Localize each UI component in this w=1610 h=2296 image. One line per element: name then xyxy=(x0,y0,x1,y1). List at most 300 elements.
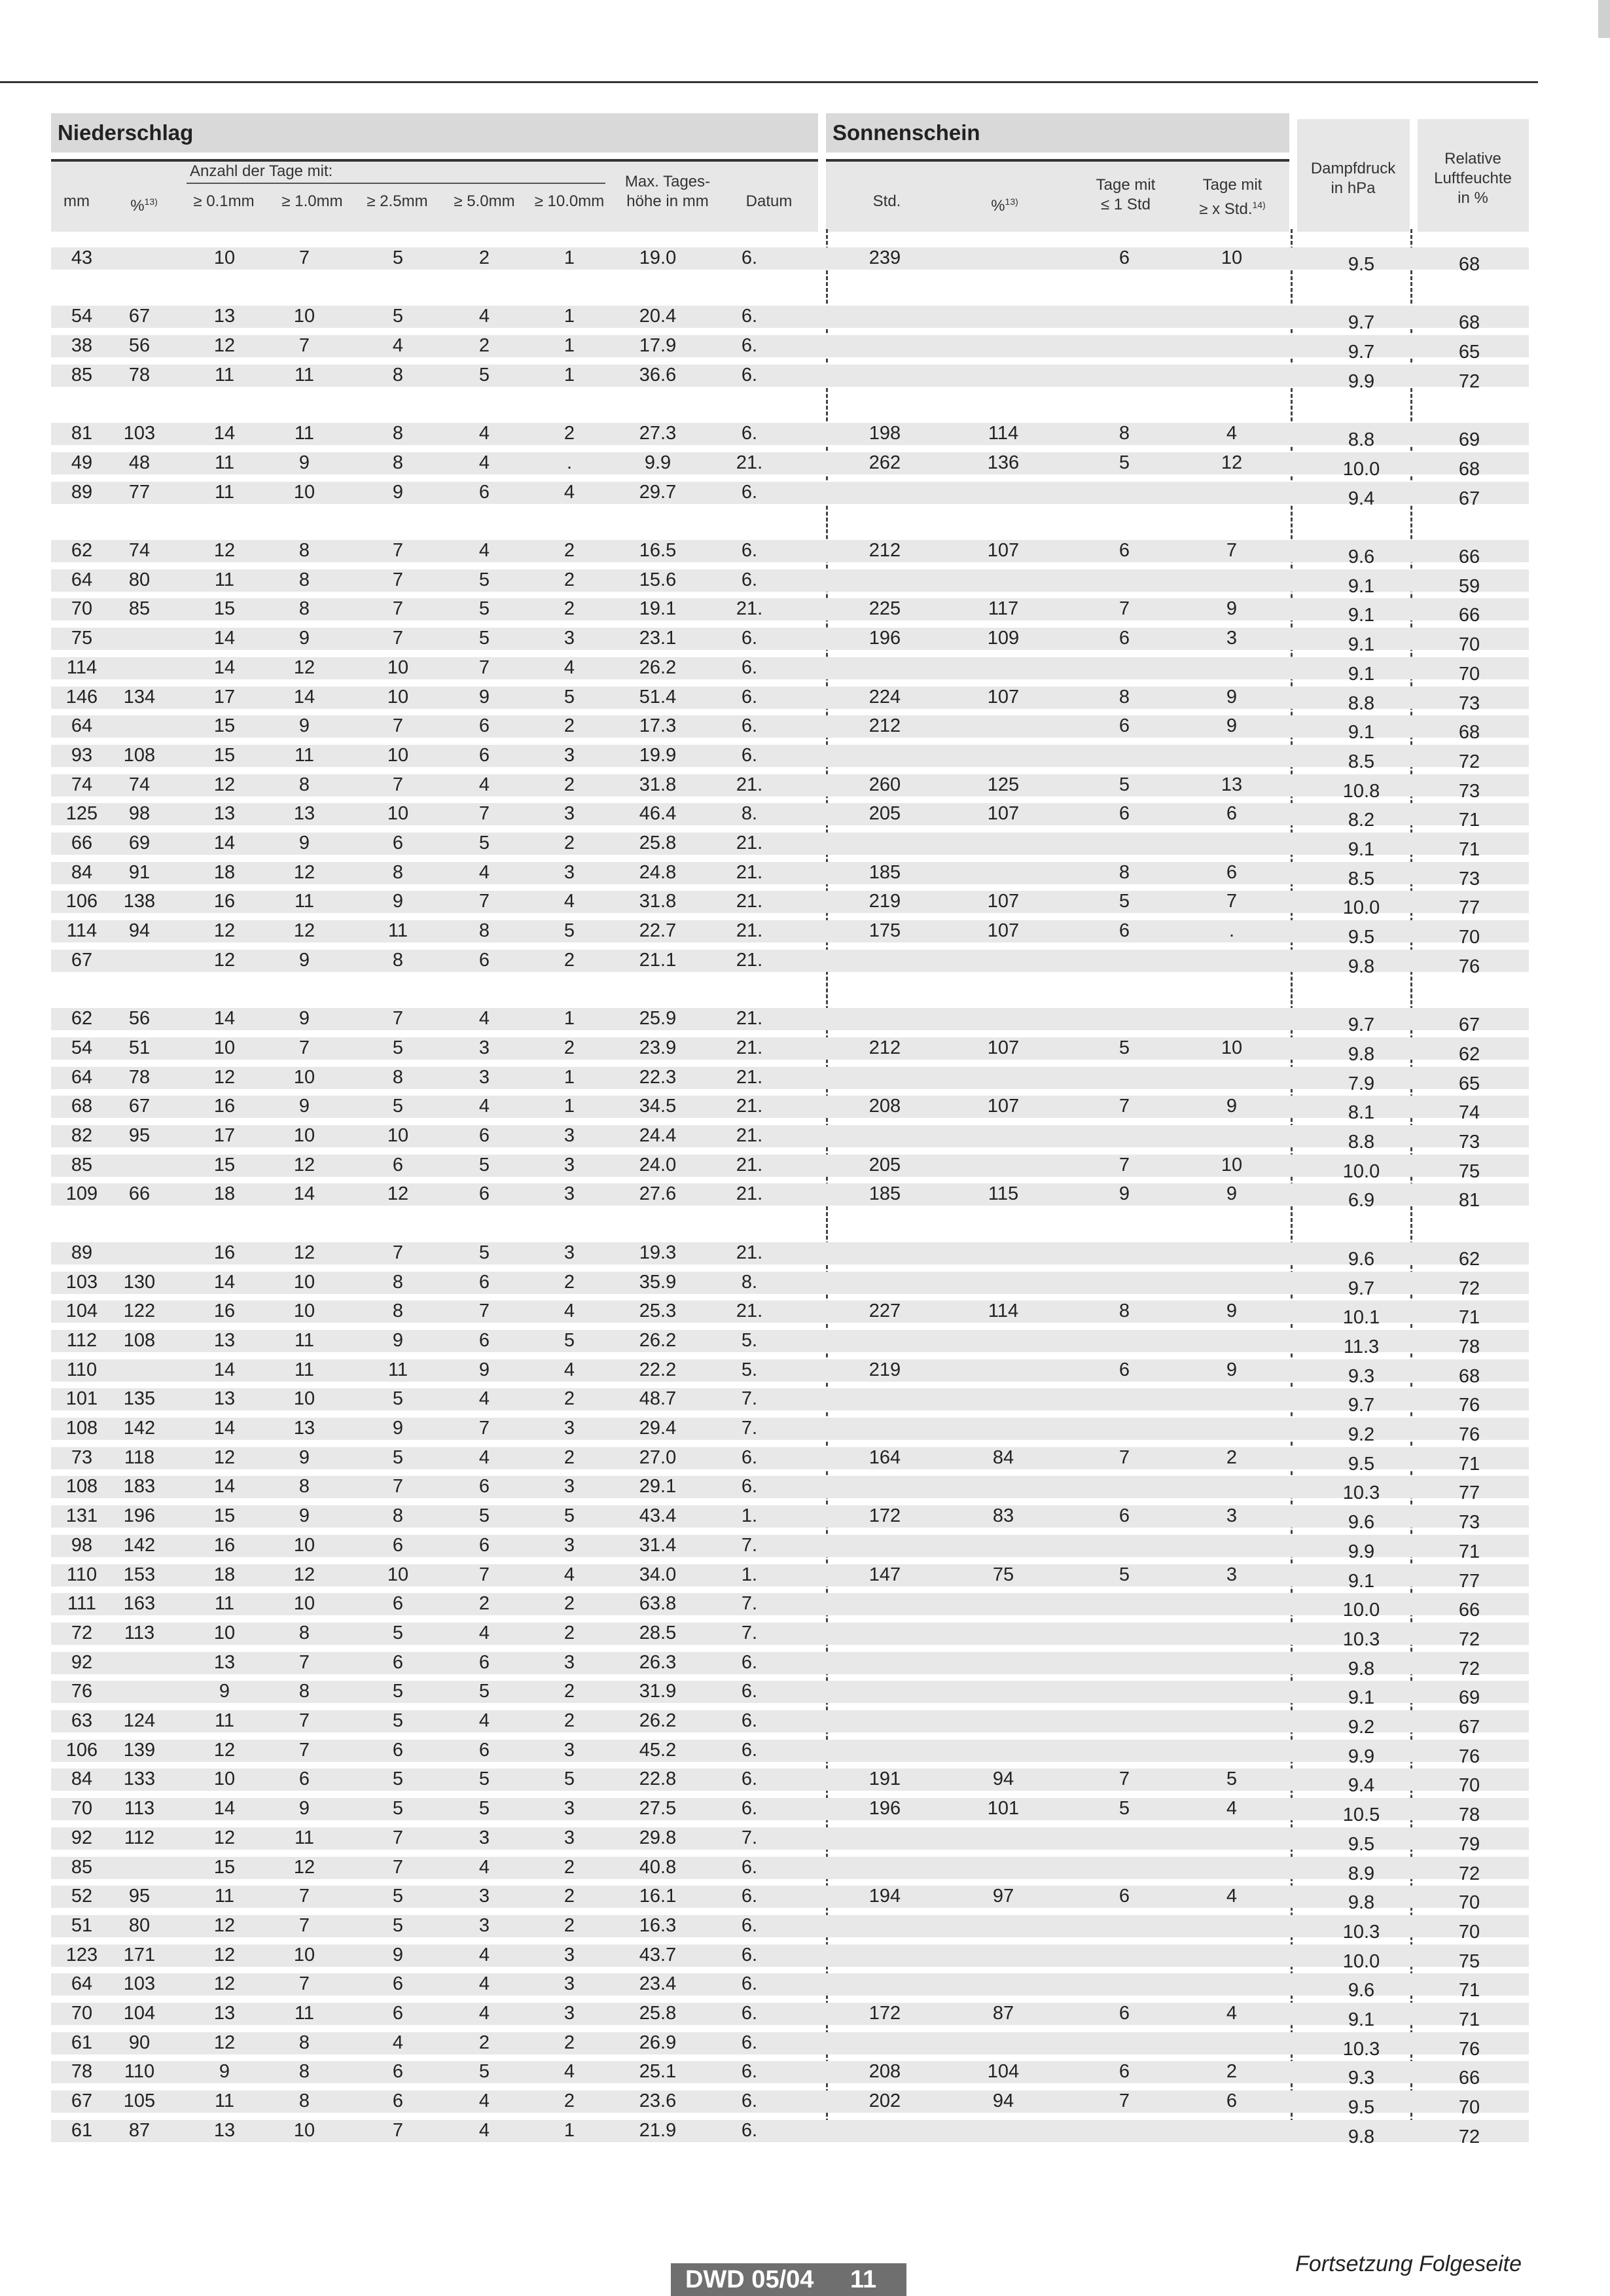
cell-dampf: 10.0 xyxy=(1342,897,1380,919)
cell-std: 227 xyxy=(868,1300,901,1322)
cell-sun-pct: 125 xyxy=(987,774,1020,795)
cell-pct: 112 xyxy=(124,1827,155,1848)
cell-t50: 2 xyxy=(478,335,490,357)
cell-pct: 118 xyxy=(124,1446,155,1468)
col-header-luftfeuchte: Relative Luftfeuchte in % xyxy=(1434,150,1512,207)
cell-t01: 15 xyxy=(213,715,236,737)
cell-t25: 4 xyxy=(392,335,404,357)
cell-mm: 66 xyxy=(71,833,93,853)
cell-t100: 4 xyxy=(564,1300,575,1322)
cell-max: 19.1 xyxy=(639,598,677,620)
cell-sun-pct xyxy=(964,1357,1043,1383)
cell-tage-gex xyxy=(1192,742,1271,768)
cell-max: 31.4 xyxy=(639,1534,677,1556)
cell-tage-gex: 7 xyxy=(1226,891,1238,912)
cell-tage-le1: 6 xyxy=(1118,2003,1130,2024)
cell-t25: 7 xyxy=(392,1856,404,1878)
cell-std: 212 xyxy=(868,715,901,737)
cell-dampf: 8.8 xyxy=(1348,692,1375,714)
cell-t50: 4 xyxy=(478,2003,490,2024)
cell-t100: 2 xyxy=(564,1856,575,1878)
cell-t25: 5 xyxy=(392,1768,404,1790)
cell-max: 20.4 xyxy=(639,306,677,327)
cell-std xyxy=(846,1590,924,1617)
cell-t10: 11 xyxy=(294,1359,315,1380)
cell-t01: 13 xyxy=(213,1388,236,1410)
col-header-tage-le1: Tage mit ≤ 1 Std xyxy=(1096,176,1156,213)
cell-t50: 7 xyxy=(478,656,490,678)
cell-max: 43.4 xyxy=(639,1505,677,1527)
cell-max: 23.4 xyxy=(639,1973,677,1995)
cell-t100: 2 xyxy=(564,1622,575,1643)
cell-std xyxy=(846,1971,924,1997)
cell-t25: 8 xyxy=(392,423,404,444)
cell-t50: 6 xyxy=(478,1534,490,1556)
col-header-max: Max. Tages- höhe in mm xyxy=(624,173,711,210)
cell-max: 26.3 xyxy=(639,1651,677,1673)
cell-mm: 111 xyxy=(67,1593,97,1615)
cell-dampf: 9.7 xyxy=(1348,1014,1375,1036)
cell-sun-pct xyxy=(964,1678,1043,1704)
cell-std xyxy=(846,2117,924,2144)
cell-pct: 87 xyxy=(128,2119,151,2141)
cell-t10: 10 xyxy=(293,1388,315,1410)
cell-sun-pct: 97 xyxy=(992,1886,1014,1907)
cell-sun-pct: 104 xyxy=(987,2061,1020,2083)
cell-rel: 76 xyxy=(1458,956,1480,977)
cell-mm: 61 xyxy=(71,2119,93,2141)
cell-tage-le1: 6 xyxy=(1118,1505,1130,1527)
cell-mm: 70 xyxy=(71,1798,93,1820)
cell-dampf: 8.2 xyxy=(1348,810,1375,831)
cell-tage-gex xyxy=(1192,1064,1271,1090)
cell-tage-le1 xyxy=(1085,303,1164,329)
cell-mm: 64 xyxy=(71,1973,93,1995)
cell-t01: 11 xyxy=(214,569,235,590)
cell-sun-pct xyxy=(964,1473,1043,1499)
cell-datum: 6. xyxy=(741,744,758,766)
cell-dampf: 9.8 xyxy=(1348,2126,1375,2147)
cell-t50: 5 xyxy=(478,2061,490,2083)
cell-tage-gex xyxy=(1192,1708,1271,1734)
cell-pct: 104 xyxy=(123,2003,156,2024)
cell-t10: 10 xyxy=(293,1271,315,1293)
cell-datum: 6. xyxy=(741,306,758,327)
cell-rel: 72 xyxy=(1458,1628,1480,1650)
cell-std: 202 xyxy=(868,2090,901,2112)
cell-pct: 95 xyxy=(128,1886,151,1907)
cell-t25: 7 xyxy=(392,540,404,561)
cell-datum: 6. xyxy=(741,364,758,386)
cell-tage-le1 xyxy=(1085,332,1164,359)
cell-t10: 12 xyxy=(293,1242,315,1263)
cell-t01: 18 xyxy=(213,1183,236,1205)
cell-datum: 21. xyxy=(736,861,763,883)
cell-t10: 9 xyxy=(298,1798,310,1820)
cell-std xyxy=(846,362,924,388)
cell-t10: 10 xyxy=(293,1534,315,1556)
cell-t10: 12 xyxy=(293,1856,315,1878)
cell-t01: 9 xyxy=(219,1681,230,1702)
cell-t10: 8 xyxy=(298,540,310,561)
cell-t25: 11 xyxy=(387,1359,408,1380)
cell-mm: 43 xyxy=(71,247,93,268)
cell-mm: 109 xyxy=(65,1183,98,1205)
cell-t10: 7 xyxy=(298,1037,310,1058)
cell-rel: 71 xyxy=(1458,1541,1480,1562)
cell-t100: 2 xyxy=(564,1681,575,1702)
cell-mm: 74 xyxy=(71,774,93,795)
cell-t01: 10 xyxy=(213,1768,236,1790)
cell-t50: 4 xyxy=(478,1973,490,1995)
cell-datum: 6. xyxy=(741,1886,758,1907)
cell-std xyxy=(846,1386,924,1412)
cell-t100: 2 xyxy=(564,1593,575,1615)
cell-pct: 90 xyxy=(128,2032,151,2053)
cell-tage-le1 xyxy=(1085,1590,1164,1617)
cell-std xyxy=(846,1327,924,1354)
cell-datum: 21. xyxy=(736,920,763,942)
cell-tage-gex: 10 xyxy=(1221,247,1243,268)
cell-tage-le1: 8 xyxy=(1118,686,1130,708)
cell-mm: 64 xyxy=(71,715,93,737)
cell-std xyxy=(846,1064,924,1090)
cell-rel: 71 xyxy=(1458,1980,1480,2001)
cell-std: 196 xyxy=(868,1798,901,1820)
cell-sun-pct xyxy=(964,479,1043,505)
cell-t100: 3 xyxy=(564,1827,575,1848)
cell-tage-gex xyxy=(1192,1942,1271,1968)
cell-std: 185 xyxy=(868,861,901,883)
cell-std: 262 xyxy=(868,452,901,473)
cell-tage-le1: 6 xyxy=(1118,628,1130,649)
cell-pct: 142 xyxy=(123,1534,156,1556)
col-header-t50: ≥ 5.0mm xyxy=(454,192,515,210)
cell-rel: 76 xyxy=(1458,1395,1480,1416)
cell-std: 185 xyxy=(868,1183,901,1205)
cell-std xyxy=(846,1912,924,1939)
cell-tage-gex xyxy=(1192,362,1271,388)
cell-tage-gex xyxy=(1192,1678,1271,1704)
cell-sun-pct: 136 xyxy=(987,452,1020,473)
cell-t25: 5 xyxy=(392,1388,404,1410)
cell-t25: 5 xyxy=(392,1798,404,1820)
cell-tage-gex xyxy=(1192,1005,1271,1031)
cell-max: 28.5 xyxy=(639,1622,677,1643)
cell-datum: 6. xyxy=(741,2119,758,2141)
cell-t100: 3 xyxy=(564,803,575,825)
cell-tage-gex: 4 xyxy=(1226,1886,1238,1907)
cell-t10: 7 xyxy=(298,335,310,357)
cell-t01: 12 xyxy=(213,540,236,561)
cell-sun-pct xyxy=(964,2117,1043,2144)
cell-std xyxy=(846,1649,924,1676)
cell-t10: 11 xyxy=(294,2003,315,2024)
cell-rel: 66 xyxy=(1458,605,1480,626)
cell-tage-gex: 9 xyxy=(1226,686,1238,708)
cell-rel: 65 xyxy=(1458,1073,1480,1094)
cell-max: 31.8 xyxy=(639,891,677,912)
cell-rel: 70 xyxy=(1458,634,1480,656)
cell-t10: 9 xyxy=(298,1096,310,1117)
cell-t10: 11 xyxy=(294,1827,315,1848)
cell-t01: 12 xyxy=(213,1914,236,1936)
cell-rel: 73 xyxy=(1458,780,1480,802)
cell-tage-gex: 9 xyxy=(1226,715,1238,737)
cell-t25: 10 xyxy=(387,656,409,678)
cell-t50: 6 xyxy=(478,1125,490,1146)
cell-datum: 6. xyxy=(741,1446,758,1468)
cell-t25: 6 xyxy=(392,1154,404,1175)
cell-t100: 3 xyxy=(564,1973,575,1995)
cell-tage-gex: 4 xyxy=(1226,2003,1238,2024)
cell-sun-pct xyxy=(964,713,1043,739)
cell-t25: 7 xyxy=(392,1242,404,1263)
cell-t10: 9 xyxy=(298,1008,310,1030)
cell-tage-le1 xyxy=(1085,1327,1164,1354)
cell-mm: 101 xyxy=(65,1388,98,1410)
cell-t50: 6 xyxy=(478,1651,490,1673)
cell-max: 24.0 xyxy=(639,1154,677,1175)
cell-mm: 70 xyxy=(71,598,93,620)
cell-t10: 11 xyxy=(294,1329,315,1351)
cell-t50: 3 xyxy=(478,1827,490,1848)
cell-t10: 13 xyxy=(293,1418,315,1439)
cell-sun-pct xyxy=(964,1240,1043,1266)
cell-tage-gex: 3 xyxy=(1226,628,1238,649)
cell-max: 26.2 xyxy=(639,1329,677,1351)
cell-t50: 6 xyxy=(478,1183,490,1205)
cell-rel: 65 xyxy=(1458,342,1480,363)
cell-datum: 6. xyxy=(741,1973,758,1995)
cell-t100: 5 xyxy=(564,686,575,708)
cell-tage-le1 xyxy=(1085,362,1164,388)
cell-t25: 11 xyxy=(387,920,408,942)
cell-mm: 123 xyxy=(65,1944,98,1965)
cell-t25: 5 xyxy=(392,1096,404,1117)
cell-pct: 113 xyxy=(124,1622,155,1643)
cell-t100: 1 xyxy=(564,364,575,386)
cell-t01: 12 xyxy=(213,1944,236,1965)
cell-t01: 16 xyxy=(213,1096,236,1117)
cell-t25: 8 xyxy=(392,949,404,971)
cell-t10: 9 xyxy=(298,452,310,473)
cell-pct: 67 xyxy=(128,306,151,327)
cell-t25: 8 xyxy=(392,452,404,473)
cell-tage-gex: 9 xyxy=(1226,598,1238,620)
cell-dampf: 9.1 xyxy=(1348,663,1375,685)
cell-tage-gex: 4 xyxy=(1226,1798,1238,1820)
cell-tage-le1 xyxy=(1085,742,1164,768)
cell-pct: 135 xyxy=(123,1388,156,1410)
col-header-anzahl: Anzahl der Tage mit: xyxy=(190,162,333,180)
cell-datum: 21. xyxy=(736,1008,763,1030)
cell-max: 21.1 xyxy=(639,949,677,971)
cell-tage-gex: 12 xyxy=(1221,452,1243,473)
cell-rel: 67 xyxy=(1458,1014,1480,1036)
cell-t50: 4 xyxy=(478,306,490,327)
cell-t100: 2 xyxy=(564,1886,575,1907)
cell-t10: 9 xyxy=(298,833,310,853)
cell-t50: 6 xyxy=(478,481,490,503)
cell-std xyxy=(846,1532,924,1558)
cell-std: 172 xyxy=(868,1505,901,1527)
cell-mm: 75 xyxy=(71,628,93,649)
cell-pct: 196 xyxy=(123,1505,156,1527)
cell-tage-gex xyxy=(1192,1473,1271,1499)
cell-std xyxy=(846,479,924,505)
cell-rel: 72 xyxy=(1458,1278,1480,1299)
cell-pct: 105 xyxy=(123,2090,156,2112)
cell-t25: 4 xyxy=(392,2032,404,2053)
cell-mm: 108 xyxy=(65,1418,98,1439)
cell-max: 17.3 xyxy=(639,715,677,737)
cell-t50: 6 xyxy=(478,1271,490,1293)
cell-datum: 6. xyxy=(741,1681,758,1702)
cell-t50: 4 xyxy=(478,1710,490,1731)
cell-dampf: 9.5 xyxy=(1348,1833,1375,1855)
cell-dampf: 9.9 xyxy=(1348,1541,1375,1562)
cell-pct: 74 xyxy=(128,540,151,561)
cell-mm: 63 xyxy=(71,1710,93,1731)
cell-pct xyxy=(100,1854,179,1880)
cell-dampf: 9.2 xyxy=(1348,1424,1375,1445)
cell-tage-gex: 4 xyxy=(1226,423,1238,444)
cell-t50: 5 xyxy=(478,1798,490,1820)
cell-std: 219 xyxy=(868,1359,901,1380)
cell-datum: 21. xyxy=(736,1096,763,1117)
cell-mm: 92 xyxy=(71,1651,93,1673)
cell-t10: 14 xyxy=(293,1183,315,1205)
cell-datum: 6. xyxy=(741,1856,758,1878)
cell-dampf: 10.3 xyxy=(1342,1482,1380,1504)
cell-tage-gex xyxy=(1192,1649,1271,1676)
cell-datum: 6. xyxy=(741,686,758,708)
cell-tage-le1 xyxy=(1085,1854,1164,1880)
cell-max: 16.5 xyxy=(639,540,677,561)
col-header-sun-pct: %$^{13)}$ xyxy=(991,196,1018,215)
cell-rel: 71 xyxy=(1458,1453,1480,1475)
cell-mm: 84 xyxy=(71,1768,93,1790)
cell-tage-le1 xyxy=(1085,1532,1164,1558)
cell-max: 16.1 xyxy=(639,1886,677,1907)
cell-max: 25.8 xyxy=(639,833,677,853)
cell-pct: 103 xyxy=(123,1973,156,1995)
cell-sun-pct xyxy=(964,1708,1043,1734)
cell-tage-gex xyxy=(1192,1590,1271,1617)
cell-t01: 17 xyxy=(213,1125,236,1146)
cell-datum: 5. xyxy=(741,1329,758,1351)
cell-datum: 6. xyxy=(741,628,758,649)
cell-pct: 67 xyxy=(128,1096,151,1117)
cell-max: 43.7 xyxy=(639,1944,677,1965)
cell-t01: 13 xyxy=(213,2119,236,2141)
cell-mm: 103 xyxy=(65,1271,98,1293)
cell-max: 9.9 xyxy=(644,452,671,473)
cell-tage-le1: 7 xyxy=(1118,1768,1130,1790)
cell-mm: 93 xyxy=(71,744,93,766)
cell-t10: 10 xyxy=(293,1944,315,1965)
cell-std: 208 xyxy=(868,2061,901,2083)
cell-max: 22.7 xyxy=(639,920,677,942)
cell-t25: 9 xyxy=(392,481,404,503)
cell-std: 260 xyxy=(868,774,901,795)
cell-t10: 9 xyxy=(298,628,310,649)
cell-t50: 4 xyxy=(478,452,490,473)
cell-t50: 4 xyxy=(478,540,490,561)
col-header-mm: mm xyxy=(63,192,90,210)
cell-datum: 21. xyxy=(736,452,763,473)
cell-mm: 92 xyxy=(71,1827,93,1848)
cell-pct xyxy=(100,1649,179,1676)
cell-pct xyxy=(100,713,179,739)
cell-pct: 139 xyxy=(123,1739,156,1761)
cell-pct: 122 xyxy=(123,1300,156,1322)
cell-dampf: 9.5 xyxy=(1348,927,1375,948)
cell-mm: 110 xyxy=(66,1359,98,1380)
cell-sun-pct xyxy=(964,332,1043,359)
cell-tage-gex xyxy=(1192,2117,1271,2144)
cell-max: 24.8 xyxy=(639,861,677,883)
cell-rel: 72 xyxy=(1458,370,1480,392)
cell-pct: 48 xyxy=(128,452,151,473)
cell-rel: 72 xyxy=(1458,1658,1480,1679)
cell-t01: 11 xyxy=(214,1710,235,1731)
cell-tage-le1 xyxy=(1085,2030,1164,2056)
cell-mm: 70 xyxy=(71,2003,93,2024)
cell-tage-le1 xyxy=(1085,1649,1164,1676)
cell-t100: 3 xyxy=(564,1242,575,1263)
cell-t10: 13 xyxy=(293,803,315,825)
cell-t01: 13 xyxy=(213,2003,236,2024)
cell-tage-le1: 6 xyxy=(1118,803,1130,825)
cell-sun-pct xyxy=(964,1912,1043,1939)
cell-tage-gex: 13 xyxy=(1221,774,1243,795)
cell-tage-le1 xyxy=(1085,1473,1164,1499)
cell-t10: 7 xyxy=(298,247,310,268)
cell-datum: 8. xyxy=(741,803,758,825)
cell-tage-gex xyxy=(1192,1825,1271,1851)
cell-tage-le1 xyxy=(1085,830,1164,856)
cell-tage-gex xyxy=(1192,1269,1271,1295)
cell-t50: 5 xyxy=(478,833,490,853)
cell-tage-gex xyxy=(1192,567,1271,593)
cell-dampf: 9.1 xyxy=(1348,1570,1375,1592)
cell-max: 25.1 xyxy=(639,2061,677,2083)
cell-max: 31.9 xyxy=(639,1681,677,1702)
cell-rel: 73 xyxy=(1458,1512,1480,1534)
cell-pct: 108 xyxy=(123,1329,156,1351)
cell-max: 23.9 xyxy=(639,1037,677,1058)
cell-tage-gex xyxy=(1192,332,1271,359)
cell-max: 26.2 xyxy=(639,656,677,678)
section-niederschlag: Niederschlag xyxy=(51,113,818,152)
cell-mm: 62 xyxy=(71,1008,93,1030)
col-header-t25: ≥ 2.5mm xyxy=(367,192,428,210)
cell-max: 26.9 xyxy=(639,2032,677,2053)
cell-datum: 6. xyxy=(741,656,758,678)
cell-t25: 8 xyxy=(392,1271,404,1293)
cell-tage-gex xyxy=(1192,1532,1271,1558)
cell-max: 23.1 xyxy=(639,628,677,649)
cell-rel: 72 xyxy=(1458,2126,1480,2147)
cell-dampf: 8.9 xyxy=(1348,1863,1375,1884)
cell-t100: 2 xyxy=(564,1446,575,1468)
cell-rel: 66 xyxy=(1458,2068,1480,2089)
cell-std xyxy=(846,947,924,973)
cell-std: 208 xyxy=(868,1096,901,1117)
cell-t01: 18 xyxy=(213,861,236,883)
